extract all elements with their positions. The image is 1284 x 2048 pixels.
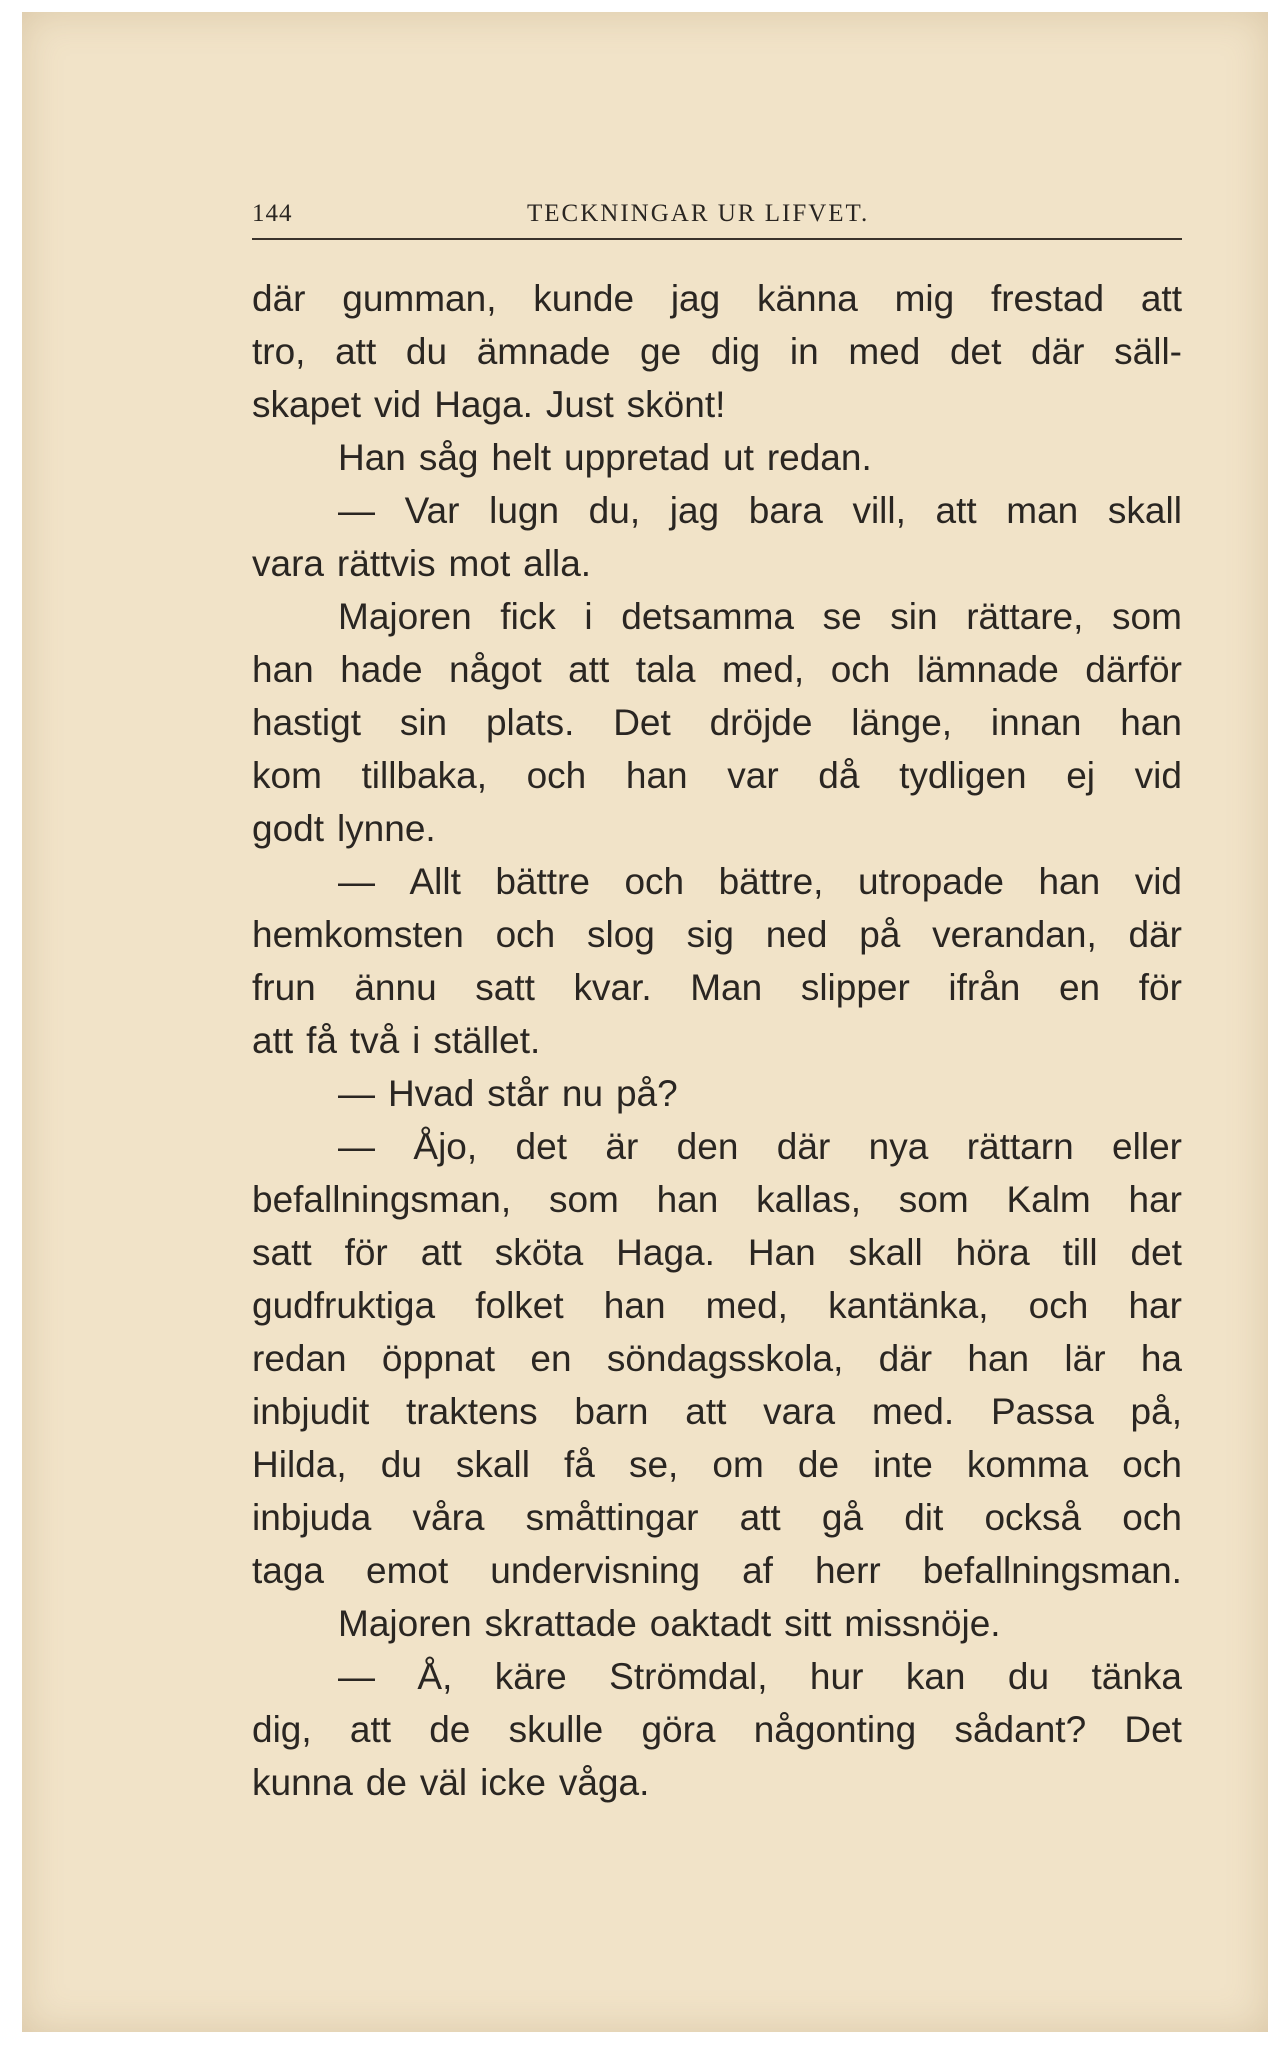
header-rule bbox=[252, 238, 1182, 240]
text-line: där gumman, kunde jag känna mig frestad att bbox=[252, 278, 1182, 319]
text-line: inbjudit traktens barn att vara med. Passa på, bbox=[252, 1391, 1182, 1432]
text-line: taga emot undervisning af herr befallningsman. bbox=[252, 1550, 1182, 1591]
text-line: kunna de väl icke våga. bbox=[252, 1762, 650, 1803]
text-line: dig, att de skulle göra någonting sådant? Det bbox=[252, 1709, 1182, 1750]
text-line: Han såg helt uppretad ut redan. bbox=[338, 437, 872, 478]
text-line: han hade något att tala med, och lämnade därför bbox=[252, 649, 1182, 690]
text-line: — Allt bättre och bättre, utropade han vid bbox=[338, 861, 1182, 902]
text-line: tro, att du ämnade ge dig in med det där säll- bbox=[252, 331, 1182, 372]
text-line: — Åjo, det är den där nya rättarn eller bbox=[338, 1126, 1182, 1167]
text-line: befallningsman, som han kallas, som Kalm har bbox=[252, 1179, 1182, 1220]
text-line: — Å, käre Strömdal, hur kan du tänka bbox=[338, 1656, 1182, 1697]
text-line: — Hvad står nu på? bbox=[338, 1073, 678, 1114]
text-line: Majoren skrattade oaktadt sitt missnöje. bbox=[338, 1603, 1001, 1644]
text-line: godt lynne. bbox=[252, 808, 436, 849]
text-line: redan öppnat en söndagsskola, där han lär ha bbox=[252, 1338, 1182, 1379]
book-page bbox=[22, 12, 1268, 2032]
text-line: kom tillbaka, och han var då tydligen ej vid bbox=[252, 755, 1182, 796]
text-line: — Var lugn du, jag bara vill, att man skall bbox=[338, 490, 1182, 531]
text-line: Majoren fick i detsamma se sin rättare, som bbox=[338, 596, 1182, 637]
text-line: frun ännu satt kvar. Man slipper ifrån en för bbox=[252, 967, 1182, 1008]
text-line: hastigt sin plats. Det dröjde länge, innan han bbox=[252, 702, 1182, 743]
running-title: TECKNINGAR UR LIFVET. bbox=[527, 200, 870, 227]
text-line: att få två i stället. bbox=[252, 1020, 541, 1061]
text-line: vara rättvis mot alla. bbox=[252, 543, 592, 584]
page-number: 144 bbox=[252, 200, 293, 227]
text-line: hemkomsten och slog sig ned på verandan, där bbox=[252, 914, 1182, 955]
text-line: satt för att sköta Haga. Han skall höra till det bbox=[252, 1232, 1182, 1273]
body-text bbox=[252, 272, 1182, 1809]
page-header bbox=[252, 200, 1182, 240]
text-line: gudfruktiga folket han med, kantänka, och har bbox=[252, 1285, 1182, 1326]
text-line: Hilda, du skall få se, om de inte komma och bbox=[252, 1444, 1182, 1485]
text-line: skapet vid Haga. Just skönt! bbox=[252, 384, 726, 425]
text-line: inbjuda våra småttingar att gå dit också och bbox=[252, 1497, 1182, 1538]
